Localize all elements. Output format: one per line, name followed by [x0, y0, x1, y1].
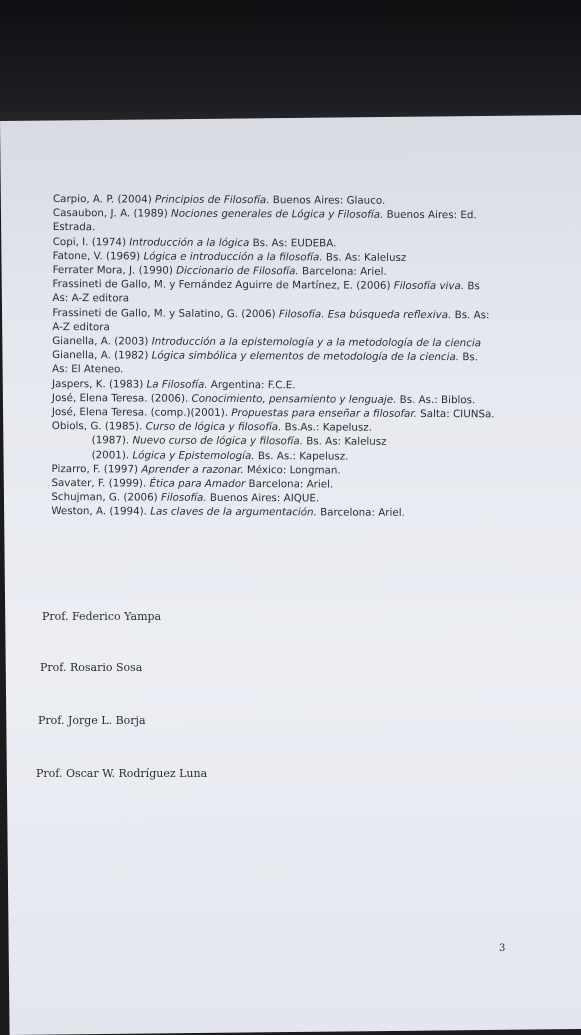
- bibliography-entry: Carpio, A. P. (2004) Principios de Filosofía. Buenos Aires: Glauco.: [52, 193, 386, 207]
- bibliography-entry: Ferrater Mora, J. (1990) Diccionario de Filosofía. Barcelona: Ariel.: [52, 264, 387, 278]
- bibliography-entry: Fatone, V. (1969) Lógica e introducción a la filosofía. Bs. As: Kalelusz: [52, 249, 407, 264]
- bibliography-entry: Jaspers, K. (1983) La Filosofía. Argentina: F.C.E.: [51, 377, 296, 391]
- signatory-name: Prof. Federico Yampa: [42, 610, 162, 623]
- signatory-name: Prof. Rosario Sosa: [40, 661, 143, 674]
- bibliography-entry: José, Elena Teresa. (comp.)(2001). Propuestas para enseñar a filosofar. Salta: CIUNSa.: [51, 406, 495, 421]
- bibliography-entry: Casaubon, J. A. (1989) Nociones generales de Lógica y Filosofía. Buenos Aires: Ed. Estrada.: [52, 207, 477, 234]
- bibliography-entry: Obiols, G. (1985). Curso de lógica y filosofía. Bs.As.: Kapelusz.: [51, 420, 373, 434]
- bibliography-list: [46, 192, 498, 521]
- bibliography-entry: José, Elena Teresa. (2006). Conocimiento, pensamiento y lenguaje. Bs. As.: Biblos.: [51, 391, 476, 407]
- bibliography-entry: Schujman, G. (2006) Filosofía. Buenos Aires: AIQUE.: [51, 491, 320, 505]
- bibliography-entry: Savater, F. (1999). Ética para Amador Barcelona: Ariel.: [51, 477, 334, 491]
- signatory-name: Prof. Oscar W. Rodríguez Luna: [36, 767, 208, 780]
- page-number: 3: [499, 943, 506, 954]
- bibliography-entry: Copi, I. (1974) Introducción a la lógica Bs. As: EUDEBA.: [52, 235, 337, 250]
- bibliography-entry: (2001). Lógica y Epistemología. Bs. As.: Kapelusz.: [91, 448, 349, 463]
- bibliography-entry: Weston, A. (1994). Las claves de la argumentación. Barcelona: Ariel.: [51, 505, 405, 520]
- bibliography-entry: Gianella, A. (1982) Lógica simbólica y elementos de metodología de la ciencia. Bs. As: El Ateneo.: [52, 349, 479, 376]
- bibliography-entry: Pizarro, F. (1997) Aprender a razonar. México: Longman.: [51, 462, 341, 477]
- bibliography-entry: Frassineti de Gallo, M. y Fernández Aguirre de Martínez, E. (2006) Filosofía viva. Bs As: A-Z editora: [52, 278, 480, 305]
- bibliography-entry: (1987). Nuevo curso de lógica y filosofía. Bs. As: Kalelusz: [91, 434, 387, 449]
- bibliography-entry: Frassineti de Gallo, M. y Salatino, G. (2006) Filosofía. Esa búsqueda reflexiva. Bs. As: A-Z editora: [52, 306, 490, 334]
- bibliography-entry: Gianella, A. (2003) Introducción a la epistemología y a la metodología de la ciencia: [52, 335, 482, 350]
- signatory-name: Prof. Jorge L. Borja: [38, 714, 146, 727]
